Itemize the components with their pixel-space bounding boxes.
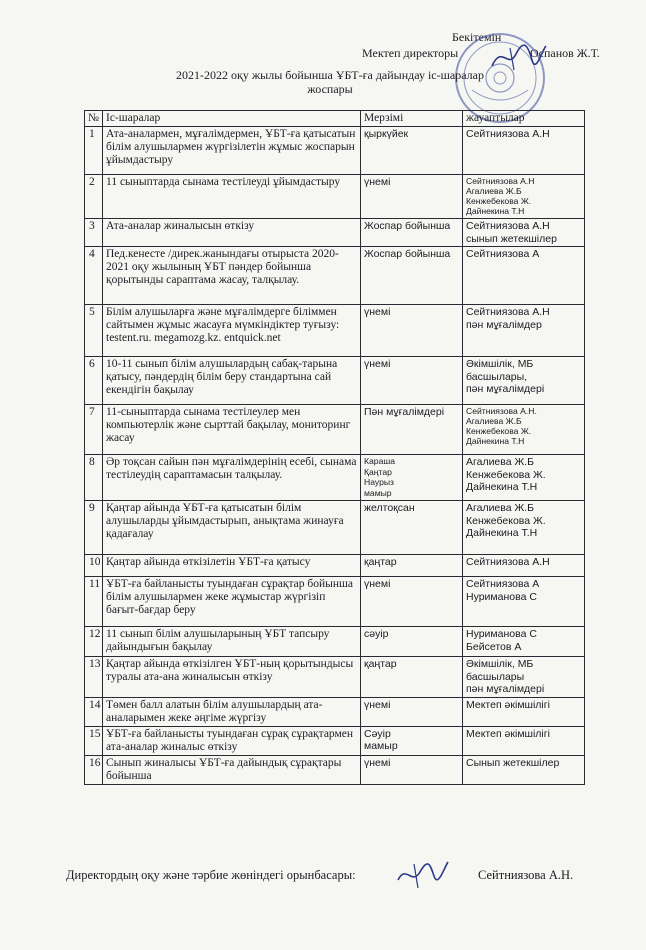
table-row xyxy=(85,697,585,726)
row-no: 1 xyxy=(85,127,103,175)
table-row xyxy=(85,305,585,357)
row-responsible: Сейтниязова А.Н. Агалиева Ж.Б Кенжебекова Ж. Дайнекина Т.Н xyxy=(463,405,585,455)
table-row xyxy=(85,555,585,577)
row-responsible: Сейтниязова А.Н xyxy=(463,127,585,175)
row-event: Білім алушыларға және мұғалімдерге біліммен сайтымен жұмыс жасауға мүмкіндіктер туғызу: testent.ru. megamozg.kz. entquick.net xyxy=(103,305,361,357)
row-term: Караша Қаңтар Наурыз мамыр xyxy=(361,455,463,501)
title-line-2: жоспары xyxy=(307,82,353,96)
title-line-1: 2021-2022 оқу жылы бойынша ҰБТ-ға дайындау іс-шаралар xyxy=(176,68,484,82)
row-term: үнемі xyxy=(361,755,463,784)
row-no: 4 xyxy=(85,247,103,305)
plan-table xyxy=(84,110,585,785)
row-responsible: Сейтниязова А.Н сынып жетекшілер xyxy=(463,219,585,247)
header-event: Іс-шаралар xyxy=(103,111,361,127)
header-responsible: жауаптылар xyxy=(463,111,585,127)
row-term: Сәуір мамыр xyxy=(361,726,463,755)
row-term: үнемі xyxy=(361,697,463,726)
row-event: 11 сынып білім алушыларының ҰБТ тапсыру дайындығын бақылау xyxy=(103,627,361,657)
table-row xyxy=(85,755,585,784)
row-term: Жоспар бойынша xyxy=(361,219,463,247)
row-event: Төмен балл алатын білім алушылардың ата-аналарымен жеке әңгіме жүргізу xyxy=(103,697,361,726)
table-row xyxy=(85,501,585,555)
row-event: Қаңтар айында өткізілген ҰБТ-ның қорытындысы туралы ата-ана жиналысын өткізу xyxy=(103,657,361,698)
row-no: 11 xyxy=(85,577,103,627)
row-event: 11-сыныптарда сынама тестілеулер мен компьютерлік және сырттай бақылау, мониторинг жасау xyxy=(103,405,361,455)
row-no: 12 xyxy=(85,627,103,657)
table-row xyxy=(85,127,585,175)
row-term: үнемі xyxy=(361,175,463,219)
row-responsible: Сейтниязова А.Н пән мұғалімдер xyxy=(463,305,585,357)
row-responsible: Әкімшілік, МБ басшылары, пән мұғалімдері xyxy=(463,357,585,405)
row-no: 9 xyxy=(85,501,103,555)
approval-block xyxy=(0,30,646,70)
row-event: Қаңтар айында өткізілетін ҰБТ-ға қатысу xyxy=(103,555,361,577)
row-event: 10-11 сынып білім алушылардың сабақ-тарына қатысу, пәндердің білім беру стандартына сай екендігін бақылау xyxy=(103,357,361,405)
row-event: Сынып жиналысы ҰБТ-ға дайындық сұрақтары бойынша xyxy=(103,755,361,784)
table-row xyxy=(85,627,585,657)
row-no: 8 xyxy=(85,455,103,501)
row-event: Қаңтар айында ҰБТ-ға қатысатын білім алушыларды ұйымдастырып, анықтама жинауға қадағалау xyxy=(103,501,361,555)
row-responsible: Мектеп әкімшілігі xyxy=(463,726,585,755)
director-name: Оспанов Ж.Т. xyxy=(530,46,600,60)
director-label: Мектеп директоры xyxy=(362,46,459,60)
row-term: қыркүйек xyxy=(361,127,463,175)
row-term: үнемі xyxy=(361,357,463,405)
row-event: ҰБТ-ға байланысты туындаған сұрақтар бойынша білім алушылармен жеке жұмыстар жүргізіп бағыт-бағдар беру xyxy=(103,577,361,627)
row-no: 7 xyxy=(85,405,103,455)
table-row xyxy=(85,455,585,501)
row-no: 3 xyxy=(85,219,103,247)
row-responsible: Сейтниязова А xyxy=(463,247,585,305)
row-no: 6 xyxy=(85,357,103,405)
table-row xyxy=(85,405,585,455)
table-row xyxy=(85,577,585,627)
row-term: Пән мұғалімдері xyxy=(361,405,463,455)
row-term: қаңтар xyxy=(361,657,463,698)
row-responsible: Сейтниязова А.Н xyxy=(463,555,585,577)
approve-label: Бекітемін xyxy=(452,30,502,44)
row-no: 16 xyxy=(85,755,103,784)
table-header-row xyxy=(85,111,585,127)
table-row xyxy=(85,657,585,698)
footer-label: Директордың оқу және тәрбие жөніндегі орынбасары: xyxy=(66,868,356,882)
row-term: үнемі xyxy=(361,305,463,357)
row-responsible: Нуриманова С Бейсетов А xyxy=(463,627,585,657)
row-responsible: Сейтниязова А Нуриманова С xyxy=(463,577,585,627)
row-responsible: Агалиева Ж.Б Кенжебекова Ж. Дайнекина Т.Н xyxy=(463,455,585,501)
row-responsible: Агалиева Ж.Б Кенжебекова Ж. Дайнекина Т.Н xyxy=(463,501,585,555)
row-event: 11 сыныптарда сынама тестілеуді ұйымдастыру xyxy=(103,175,361,219)
row-no: 10 xyxy=(85,555,103,577)
table-row xyxy=(85,726,585,755)
table-row xyxy=(85,357,585,405)
row-responsible: Сынып жетекшілер xyxy=(463,755,585,784)
row-event: Ата-аналар жиналысын өткізу xyxy=(103,219,361,247)
row-event: Ата-аналармен, мұғалімдермен, ҰБТ-ға қатысатын білім алушылармен жүргізілетін жұмыс жоспарын ұйымдастыру xyxy=(103,127,361,175)
table-row xyxy=(85,175,585,219)
row-term: сәуір xyxy=(361,627,463,657)
table-row xyxy=(85,219,585,247)
header-term: Мерзімі xyxy=(361,111,463,127)
footer-name: Сейтниязова А.Н. xyxy=(478,868,574,882)
row-no: 5 xyxy=(85,305,103,357)
document-title xyxy=(150,68,510,96)
deputy-signature-icon xyxy=(394,858,450,892)
row-term: желтоқсан xyxy=(361,501,463,555)
row-no: 15 xyxy=(85,726,103,755)
row-no: 2 xyxy=(85,175,103,219)
footer xyxy=(66,868,586,888)
row-event: Пед.кенесте /дирек.жанындағы отырыста 2020-2021 оқу жылының ҰБТ пәндер бойынша қорытынды сараптама жасау, талқылау. xyxy=(103,247,361,305)
header-no: № xyxy=(85,111,103,127)
row-responsible: Әкімшілік, МБ басшылары пән мұғалімдері xyxy=(463,657,585,698)
row-term: үнемі xyxy=(361,577,463,627)
row-responsible: Мектеп әкімшілігі xyxy=(463,697,585,726)
row-no: 13 xyxy=(85,657,103,698)
row-term: Жоспар бойынша xyxy=(361,247,463,305)
table-row xyxy=(85,247,585,305)
row-event: Әр тоқсан сайын пән мұғалімдерінің есебі, сынама тестілеудің сараптамасын талқылау. xyxy=(103,455,361,501)
row-responsible: Сейтниязова А.Н Агалиева Ж.Б Кенжебекова Ж. Дайнекина Т.Н xyxy=(463,175,585,219)
row-term: қаңтар xyxy=(361,555,463,577)
row-no: 14 xyxy=(85,697,103,726)
row-event: ҰБТ-ға байланысты туындаған сұрақ сұрақтармен ата-аналар жиналыс өткізу xyxy=(103,726,361,755)
